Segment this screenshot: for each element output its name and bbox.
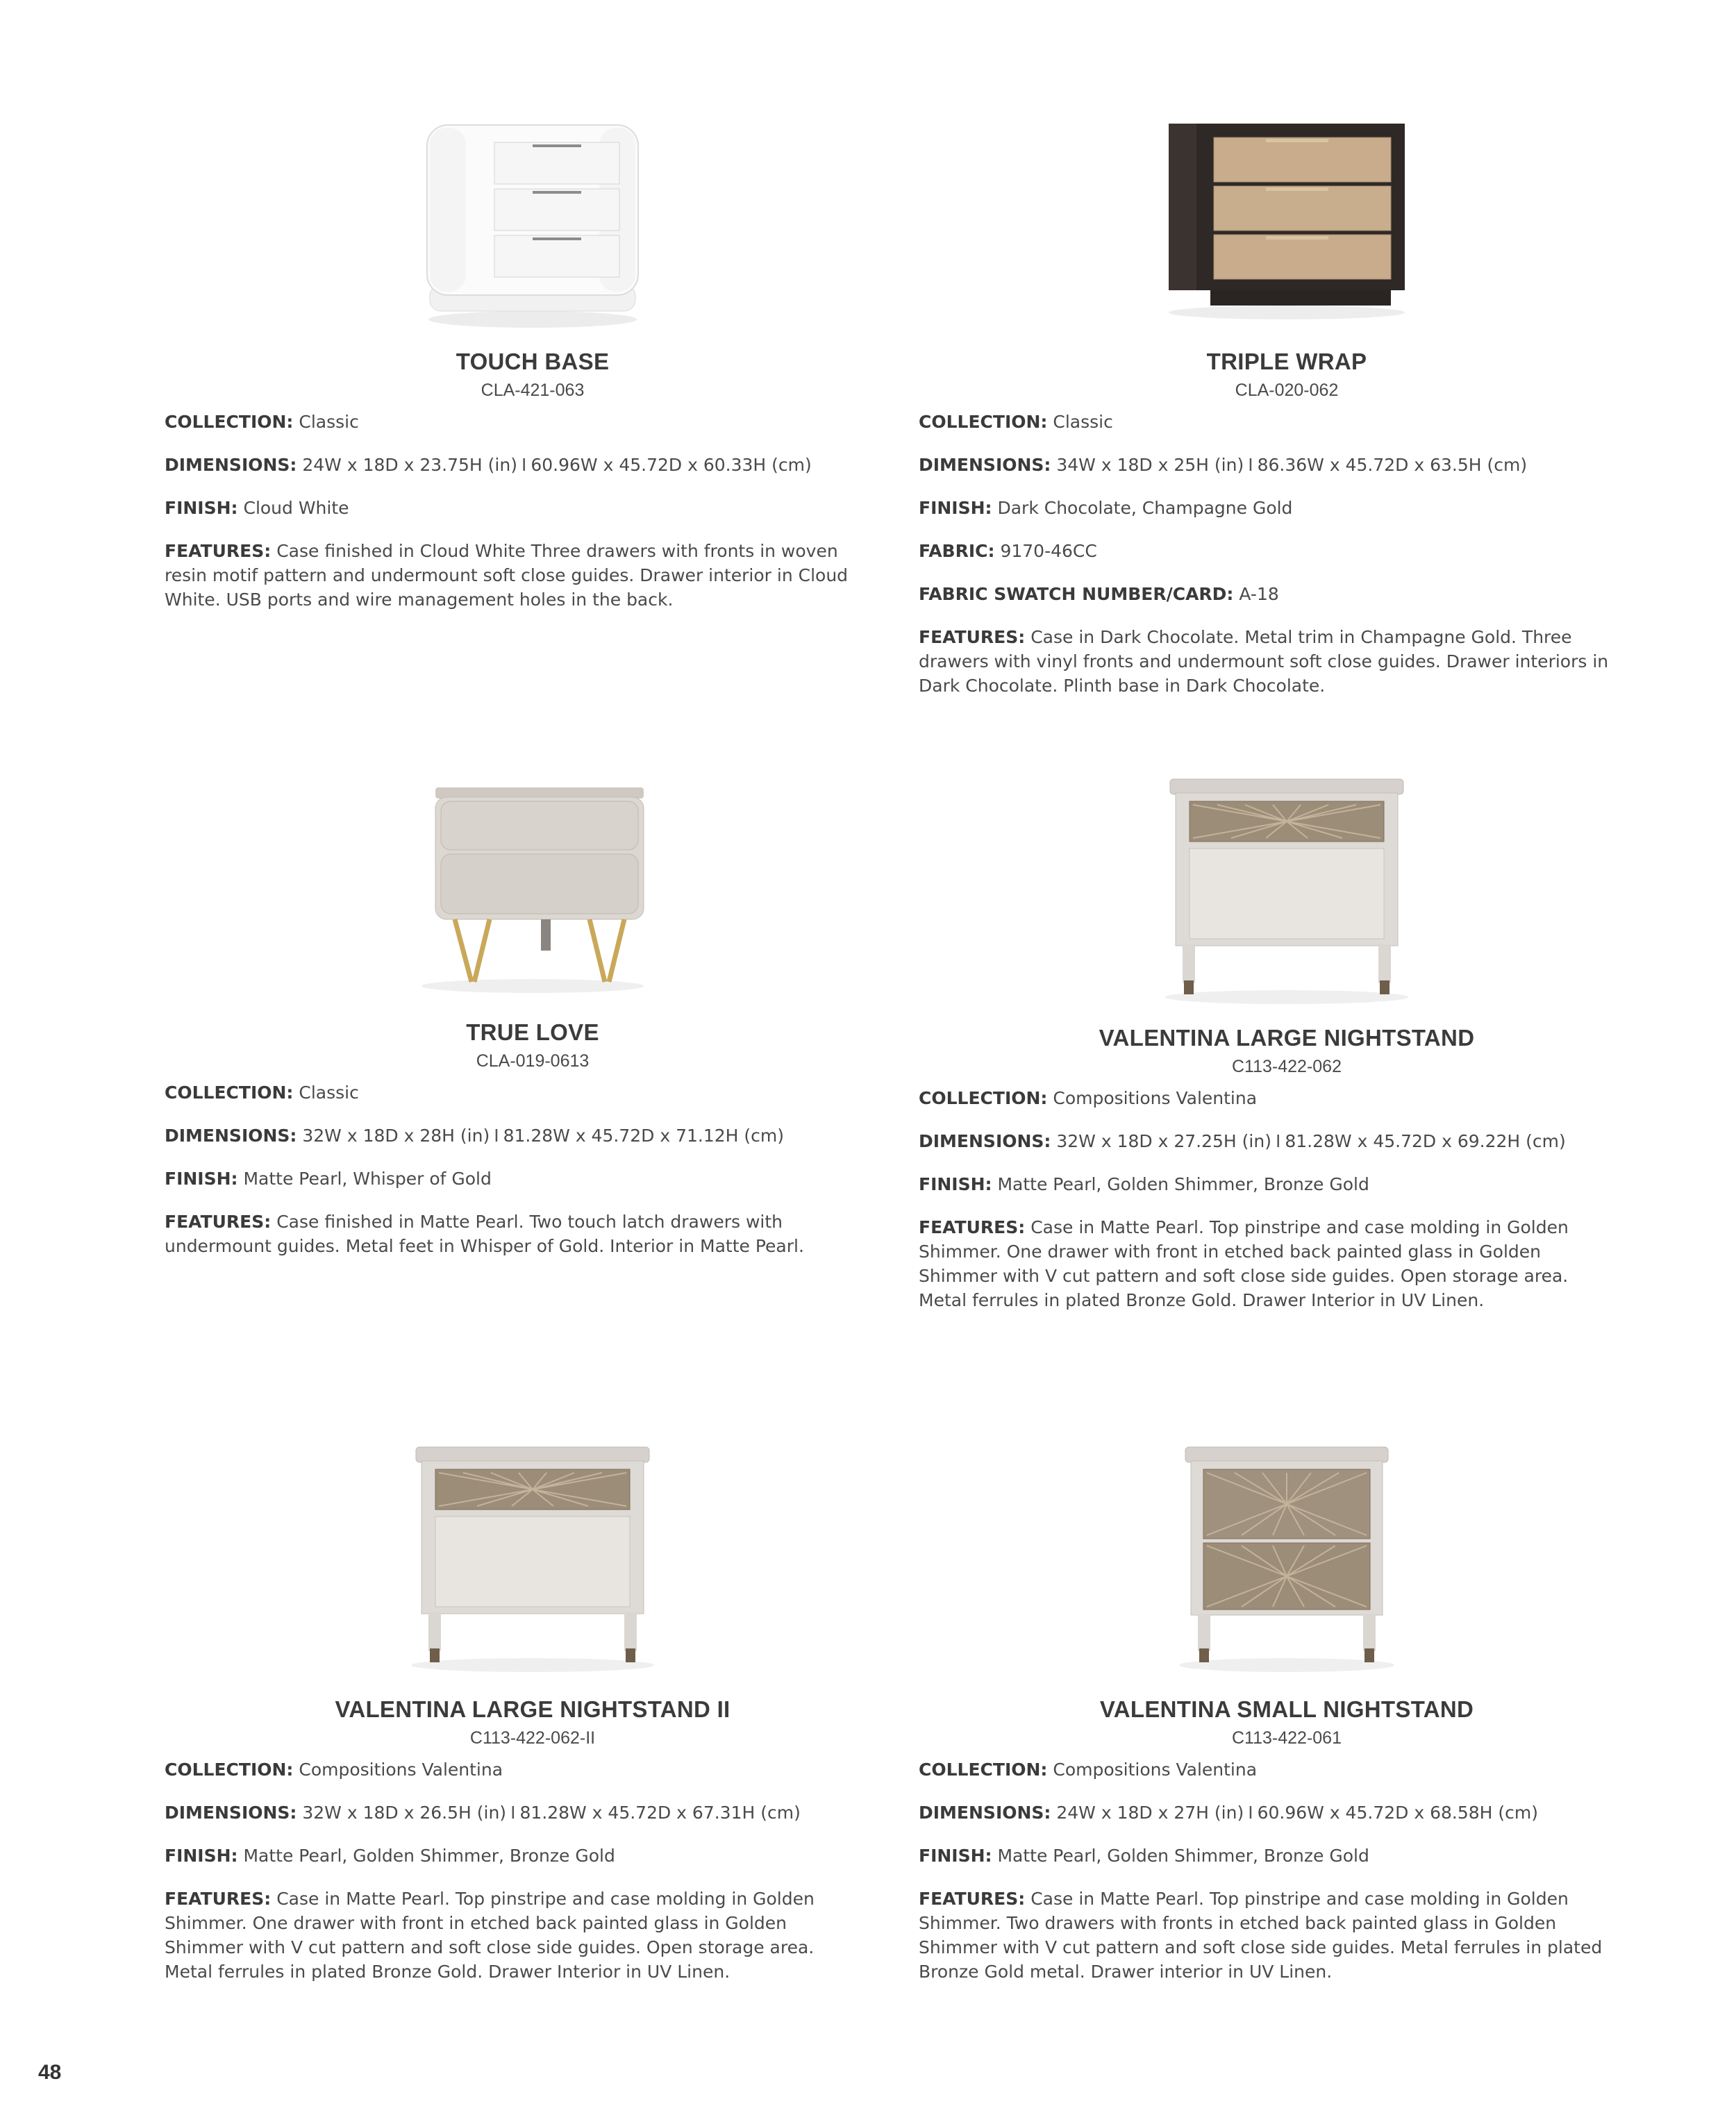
product-name: VALENTINA LARGE NIGHTSTAND — [1099, 1025, 1475, 1051]
spec-finish: FINISH: Dark Chocolate, Champagne Gold — [919, 498, 1293, 518]
spec-features: FEATURES: Case in Matte Pearl. Top pinstripe and case molding in Golden Shimmer. Two drawers with fronts in etched back painted glass in Golden Shimmer with V cut pattern and soft close side guides. Metal ferrules in plated Bronze Gold metal. Drawer interior in UV Linen. — [919, 1889, 1603, 1982]
product-name: TRUE LOVE — [466, 1019, 599, 1045]
product-image — [165, 1442, 901, 1678]
spec-dimensions: DIMENSIONS: 32W x 18D x 28H (in) I 81.28W x 45.72D x 71.12H (cm) — [165, 1126, 784, 1146]
spec-features: FEATURES: Case in Matte Pearl. Top pinstripe and case molding in Golden Shimmer. One drawer with front in etched back painted glass in Golden Shimmer with V cut pattern and soft close side guides. Open storage area. Metal ferrules in plated Bronze Gold. Drawer Interior in UV Linen. — [165, 1889, 815, 1982]
product-code: CLA-019-0613 — [476, 1051, 590, 1071]
product-name: VALENTINA LARGE NIGHTSTAND II — [335, 1696, 731, 1722]
spec-features: FEATURES: Case in Dark Chocolate. Metal trim in Champagne Gold. Three drawers with vinyl fronts and undermount soft close guides. Drawer interiors in Dark Chocolate. Plinth base in Dark Chocolate. — [919, 627, 1609, 696]
spec-finish: FINISH: Matte Pearl, Golden Shimmer, Bronze Gold — [919, 1174, 1369, 1194]
spec-collection: COLLECTION: Classic — [165, 412, 359, 432]
product-code: CLA-421-063 — [481, 381, 585, 400]
spec-features: FEATURES: Case finished in Matte Pearl. Two touch latch drawers with undermount guides. Metal feet in Whisper of Gold. Interior in Matte Pearl. — [165, 1212, 804, 1256]
product-specs — [919, 1757, 1613, 2003]
spec-finish: FINISH: Cloud White — [165, 498, 349, 518]
product-specs — [165, 410, 859, 630]
product-name: VALENTINA SMALL NIGHTSTAND — [1099, 1696, 1474, 1722]
product-name: TRIPLE WRAP — [1206, 349, 1367, 374]
product-specs — [165, 1080, 859, 1277]
spec-features: FEATURES: Case finished in Cloud White Three drawers with fronts in woven resin motif pattern and undermount soft close guides. Drawer interior in Cloud White. USB ports and wire management holes in the back. — [165, 541, 849, 610]
product-image — [165, 780, 901, 1017]
product-code: C113-422-062 — [1232, 1057, 1342, 1076]
spec-dimensions: DIMENSIONS: 32W x 18D x 26.5H (in) I 81.28W x 45.72D x 67.31H (cm) — [165, 1803, 801, 1823]
spec-collection: COLLECTION: Classic — [165, 1083, 359, 1103]
spec-collection: COLLECTION: Compositions Valentina — [165, 1760, 503, 1780]
spec-fabric: FABRIC: 9170-46CC — [919, 541, 1097, 561]
product-code: C113-422-061 — [1232, 1728, 1342, 1748]
product-image — [919, 1442, 1655, 1678]
spec-fabric-swatch: FABRIC SWATCH NUMBER/CARD: A-18 — [919, 584, 1279, 604]
spec-dimensions: DIMENSIONS: 24W x 18D x 23.75H (in) I 60.96W x 45.72D x 60.33H (cm) — [165, 455, 812, 475]
product-specs — [919, 410, 1613, 717]
product-code: CLA-020-062 — [1235, 381, 1339, 400]
spec-dimensions: DIMENSIONS: 34W x 18D x 25H (in) I 86.36W x 45.72D x 63.5H (cm) — [919, 455, 1528, 475]
product-specs — [919, 1086, 1613, 1331]
spec-finish: FINISH: Matte Pearl, Golden Shimmer, Bronze Gold — [919, 1846, 1369, 1866]
product-image — [165, 111, 901, 347]
spec-collection: COLLECTION: Compositions Valentina — [919, 1760, 1258, 1780]
spec-features: FEATURES: Case in Matte Pearl. Top pinstripe and case molding in Golden Shimmer. One drawer with front in etched back painted glass in Golden Shimmer with V cut pattern and soft close side guides. Open storage area. Metal ferrules in plated Bronze Gold. Drawer Interior in UV Linen. — [919, 1217, 1569, 1310]
product-image — [919, 774, 1655, 1010]
page-number: 48 — [38, 2061, 62, 2084]
product-image — [919, 118, 1655, 354]
spec-collection: COLLECTION: Classic — [919, 412, 1113, 432]
spec-dimensions: DIMENSIONS: 24W x 18D x 27H (in) I 60.96W x 45.72D x 68.58H (cm) — [919, 1803, 1538, 1823]
spec-finish: FINISH: Matte Pearl, Golden Shimmer, Bronze Gold — [165, 1846, 615, 1866]
spec-dimensions: DIMENSIONS: 32W x 18D x 27.25H (in) I 81.28W x 45.72D x 69.22H (cm) — [919, 1131, 1566, 1151]
spec-finish: FINISH: Matte Pearl, Whisper of Gold — [165, 1169, 492, 1189]
product-specs — [165, 1757, 859, 2003]
product-name: TOUCH BASE — [456, 349, 610, 374]
spec-collection: COLLECTION: Compositions Valentina — [919, 1088, 1258, 1108]
product-code: C113-422-062-II — [469, 1728, 596, 1748]
